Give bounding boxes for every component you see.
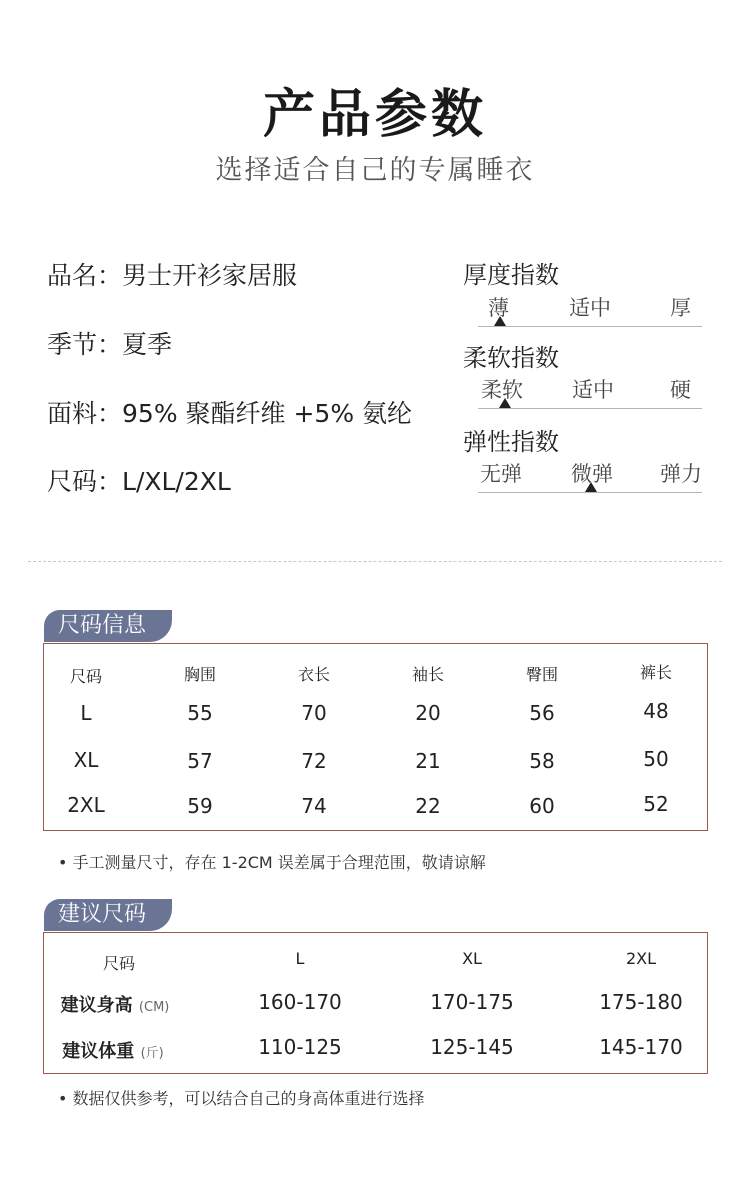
table-cell: L <box>80 701 92 725</box>
table-cell: 145-170 <box>599 1035 683 1059</box>
scale-level: 微弹 <box>571 462 613 486</box>
table-cell: 72 <box>301 749 327 773</box>
table-cell: 22 <box>415 794 441 818</box>
size-info-note: • 手工测量尺寸，存在 1-2CM 误差属于合理范围，敬请谅解 <box>58 853 486 872</box>
scale-marker <box>499 398 511 408</box>
table-cell: 57 <box>187 749 213 773</box>
suggest-size-table <box>43 932 708 1074</box>
table-header: L <box>295 949 305 968</box>
table-cell: 125-145 <box>430 1035 514 1059</box>
table-cell: 175-180 <box>599 990 683 1014</box>
elasticity-index-title: 弹性指数 <box>463 428 559 456</box>
size-info-table <box>43 643 708 831</box>
table-cell: 59 <box>187 794 213 818</box>
scale-level: 弹力 <box>660 462 702 486</box>
scale-level: 厚 <box>670 296 691 320</box>
scale-level: 硬 <box>670 378 691 402</box>
table-cell: 60 <box>529 794 555 818</box>
scale-marker <box>494 316 506 326</box>
table-header: 衣长 <box>297 665 331 684</box>
scale-marker <box>585 482 597 492</box>
table-header: 臀围 <box>525 665 559 684</box>
prop-season: 季节：夏季 <box>47 330 173 359</box>
table-cell: 20 <box>415 701 441 725</box>
table-header: 尺码 <box>102 954 136 973</box>
scale-level: 适中 <box>572 378 614 402</box>
scale-line <box>478 326 702 327</box>
prop-name: 品名：男士开衫家居服 <box>47 261 298 290</box>
table-cell: 170-175 <box>430 990 514 1014</box>
table-cell: 50 <box>643 747 669 771</box>
scale-level: 薄 <box>488 296 509 320</box>
table-header: 袖长 <box>411 665 445 684</box>
table-cell: XL <box>73 748 99 772</box>
page-subtitle: 选择适合自己的专属睡衣 <box>215 155 535 186</box>
table-header: 2XL <box>625 949 657 968</box>
suggest-size-tab: 建议尺码 <box>44 899 172 931</box>
table-cell: 55 <box>187 701 213 725</box>
prop-fabric: 面料：95% 聚酯纤维 +5% 氨纶 <box>47 399 413 428</box>
table-cell: 48 <box>643 699 669 723</box>
size-info-tab: 尺码信息 <box>44 610 172 642</box>
suggest-note: • 数据仅供参考，可以结合自己的身高体重进行选择 <box>58 1089 425 1108</box>
thickness-scale <box>478 292 702 332</box>
scale-level: 适中 <box>569 296 611 320</box>
section-divider <box>28 561 722 562</box>
softness-index-title: 柔软指数 <box>463 344 559 372</box>
table-cell: 21 <box>415 749 441 773</box>
table-cell: 56 <box>529 701 555 725</box>
thickness-index-title: 厚度指数 <box>463 261 559 289</box>
table-header: 胸围 <box>183 665 217 684</box>
scale-line <box>478 408 702 409</box>
table-header: XL <box>462 949 482 968</box>
page-title: 产品参数 <box>262 85 487 145</box>
table-cell: 70 <box>301 701 327 725</box>
prop-size: 尺码：L/XL/2XL <box>47 467 231 496</box>
elasticity-scale <box>478 458 702 498</box>
table-header: 裤长 <box>639 663 673 682</box>
row-label-height: 建议身高 (CM) <box>60 995 170 1016</box>
table-cell: 58 <box>529 749 555 773</box>
scale-level: 无弹 <box>480 462 522 486</box>
table-cell: 52 <box>643 792 669 816</box>
scale-line <box>478 492 702 493</box>
table-cell: 74 <box>301 794 327 818</box>
table-cell: 2XL <box>67 793 105 817</box>
table-header: 尺码 <box>69 667 103 686</box>
table-cell: 160-170 <box>258 990 342 1014</box>
scale-level: 柔软 <box>481 378 523 402</box>
row-label-weight: 建议体重 (斤) <box>62 1041 164 1062</box>
softness-scale <box>478 374 702 414</box>
table-cell: 110-125 <box>258 1035 342 1059</box>
